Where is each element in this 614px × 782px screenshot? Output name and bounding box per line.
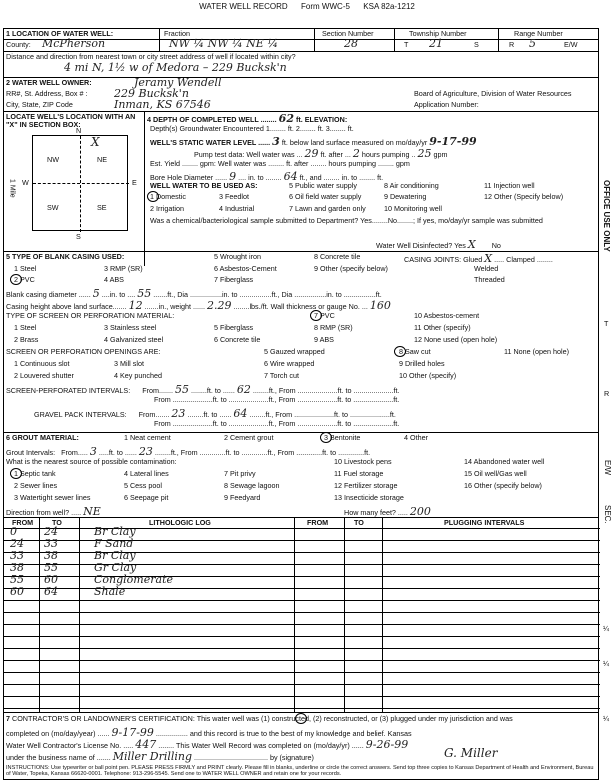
septic-circle	[10, 468, 22, 479]
casing-5[interactable]: 5 Wrought iron	[214, 252, 262, 261]
side-t: T	[604, 319, 609, 328]
opening-6[interactable]: 6 Wire wrapped	[264, 359, 315, 368]
use-4[interactable]: 4 Industrial	[219, 204, 255, 213]
grout-1[interactable]: 1 Neat cement	[124, 433, 171, 442]
nw-quadrant: NW	[47, 155, 59, 164]
blank-diameter-row: Blank casing diameter ...... 5 ....in. to .... 55 .......ft., Dia ................in. to ................ft., Dia ................in. to ................ft.	[6, 287, 382, 300]
contam-5[interactable]: 5 Cess pool	[124, 481, 162, 490]
contam-15[interactable]: 15 Oil well/Gas well	[464, 469, 527, 478]
screen-7[interactable]: 7 PVC	[314, 311, 335, 320]
contam-12[interactable]: 12 Fertilizer storage	[334, 481, 398, 490]
log-cell-from[interactable]: 33	[10, 549, 24, 562]
casing-7[interactable]: 7 Fiberglass	[214, 275, 254, 284]
joints-label: CASING JOINTS: Glued X ..... Clamped ........	[404, 252, 553, 265]
license-row: Water Well Contractor's License No. ..... 447 ........ This Water Well Record was completed on (mo/day/yr) ...... 9-26-99	[6, 738, 409, 751]
screen-intervals-row: SCREEN-PERFORATED INTERVALS: From....... 55 ........ft. to ...... 62 ........ft., From ....................ft. to ....................ft.	[6, 383, 400, 396]
instructions: INSTRUCTIONS: Use typewriter or ball point pen. PLEASE PRESS FIRMLY and PRINT clearly. Please fill in blanks, underline or circle the correct answers. Send top three copies to Kansas Department of Health and Environment, Bureau of Water, Topeka, Kansas 66620-0001. Telephone: 913-296-5545. Send one to WATER WELL OWNER and retain one for your records.	[6, 765, 594, 778]
log-rule	[4, 684, 600, 685]
form-frame: 1 LOCATION OF WATER WELL: Fraction Section Number Township Number Range Number County: McPherson NW ¼ NW ¼ NE ¼ 28 T 21 S R 5 E/W Distance and direction from nearest town or city street address of well if located within city? 4 mi N, 1½ w of Medora – 229 Bucksk'n 2 WATER WELL OWNER: Jeramy Wendell RR#, St. Address, Box # : 229 Bucksk'n Board of Agriculture, Division of Water Resources City, State, ZIP Code Inman, KS 67546 Application Number: LOCATE WELL'S LOCATION WITH AN "X" IN SECTION BOX: NW NE SW SE X N W E S 1 Mile 4 DEPTH OF COMPLETED WELL ........ 62 ft. ELEVATION: Depth(s) Groundwater Encountered 1........ ft. 2........ ft. 3........ ft. WELL'S STATIC WATER LEVEL ...... 3 ft. below land surface measured on mo/day/yr 9-17-99 Pump test data: Well water was ... 29 ft. after ... 2 hours pumping .. 25 gpm Est. Yield ........ gpm: Well water was ........ ft. after ........ hours pumping ........ gpm Bore Hole Diameter ...... 9 .... in. to ........ 64 ft., and ........ in. to ........ ft. WELL WATER TO BE USED AS: 1 Domestic 2 Irrigation 3 Feedlot 4 Industrial 5 Public water supply 6 Oil field water supply 7 Lawn and garden only 8 Air conditioning 9 Dewatering 10 Monitoring well 11 Injection well 12 Other (Specify below) Was a chemical/bacteriological sample submitted to Department? Yes........No........; If yes, mo/day/yr sample was submitted Water Well Disinfected? Yes X No 5 TYPE OF BLANK CASING USED: 1 Steel 2 PVC 3 RMP (SR) 4 ABS 5 Wrought iron 6 Asbestos-Cement 7 Fiberglass 8 Concrete tile 9 Other (specify below) CASING JOINTS: Glued X ..... Clamped ........ Welded Threaded Blank casing diameter ...... 5 ....in. to .... 55 .......ft., Dia ................in. to ................ft., Dia ................in. to ................ft. Casing height above land surface....... 12 .......in., weight ...... 2.29 ........lbs./ft. Wall thickness or gauge No. ... 160 TYPE OF SCREEN OR PERFORATION MATERIAL: 1 Steel 2 Brass 3 Stainless steel 4 Galvanized steel 5 Fiberglass 6 Concrete tile 7 PVC 8 RMP (SR) 9 ABS 10 Asbestos-cement 11 Other (specify) 12 None used (open hole) SCREEN OR PERFORATION OPENINGS ARE: 1 Continuous slot 2 Louvered shutter 3 Mill slot 4 Key punched 5 Gauzed wrapped 6 Wire wrapped 7 Torch cut 8 Saw cut 9 Drilled holes 10 Other (specify) 11 None (open hole) SCREEN-PERFORATED INTERVALS: From....... 55 ........ft. to ...... 62 ........ft., From ....................ft. to ....................ft. From ....................ft. to ....................ft., From ....................ft. to ....................ft. GRAVEL PACK INTERVALS: From....... 23 ........ft. to ...... 64 ........ft., From ....................ft. to ....................ft. From ....................ft. to ....................ft., From ....................ft. to ....................ft. 6 GROUT MATERIAL: 1 Neat cement 2 Cement grout 3 Bentonite 4 Other Grout Intervals: From..... 3 .....ft. to ...... 23 ........ft., From .............ft. to .............ft., From .............ft. to .............ft. What is the nearest source of possible contamination: 1 Septic tank 2 Sewer lines 3 Watertight sewer lines 4 Lateral lines 5 Cess pool 6 Seepage pit 7 Pit privy 8 Sewage lagoon 9 Feedyard 10 Livestock pens 11 Fuel storage 12 Fertilizer storage 13 Insecticide storage 14 Abandoned water well 15 Oil well/Gas well 16 Other (specify below) Direction from well? ..... NE How many feet? ..... 200 FROM TO LITHOLOGIC LOG FROM TO PLUGGING INTERVALS 0 24 Br Clay 24 33 F Sand 33 38 Br Clay 38 55 Gr Clay 55 60 Conglomerate 60 64 Shale 7 CONTRACTOR'S OR LANDOWNER'S CERTIFICATION: This water well was (1) constructed, (2) reconstructed, or (3) plugged under my jurisdiction and was completed on (mo/day/year) ...... 9-17-99 ................ and this record is true to the best of my knowledge and belief. Kansas Water Well Contractor's License No. ..... 447 ........ This Water Well Record was completed on (mo/day/yr) ...... 9-26-99 under the business name of ....... Miller Drilling ..................................... by (signature) G. Miller INSTRUCTIONS: Use typewriter or ball point pen. PLEASE PRESS FIRMLY and PRINT clearly. Please fill in blanks, underline or circle the correct answers. Send top three copies to Kansas Department of Health and Environment, Bureau of Water, Topeka, Kansas 66620-0001. Telephone: 913-296-5545. Send one to WATER WELL OWNER and retain one for your records.	[3, 28, 599, 780]
screen-11[interactable]: 11 Other (specify)	[414, 323, 471, 332]
application-label: Application Number:	[414, 100, 479, 109]
signature: G. Miller	[444, 746, 498, 760]
log-cell-desc[interactable]: Gr Clay	[94, 561, 137, 574]
log-cell-to[interactable]: 60	[44, 573, 58, 586]
screen-pvc-circle	[310, 310, 322, 321]
section6-label: 6 GROUT MATERIAL:	[6, 433, 79, 442]
bore-row: Bore Hole Diameter ...... 9 .... in. to ........ 64 ft., and ........ in. to ........ ft.	[150, 170, 384, 183]
opening-8[interactable]: 8 Saw cut	[399, 347, 431, 356]
casing-2[interactable]: 2 PVC	[14, 275, 35, 284]
bentonite-circle	[320, 432, 332, 443]
log-cell-from[interactable]: 60	[10, 585, 24, 598]
use-5[interactable]: 5 Public water supply	[289, 181, 357, 190]
city-label: City, State, ZIP Code	[6, 100, 73, 109]
casing-1[interactable]: 1 Steel	[14, 264, 37, 273]
side-sec: SEC.	[602, 505, 612, 524]
contam-16[interactable]: 16 Other (specify below)	[464, 481, 542, 490]
groundwater-label: Depth(s) Groundwater Encountered 1........ ft. 2........ ft. 3........ ft.	[150, 124, 354, 133]
log-rule	[4, 708, 600, 709]
city-value[interactable]: Inman, KS 67546	[114, 98, 211, 111]
sw-quadrant: SW	[47, 203, 59, 212]
log-cell-from[interactable]: 0	[10, 525, 17, 538]
opening-11[interactable]: 11 None (open hole)	[504, 347, 569, 356]
use-11[interactable]: 11 Injection well	[484, 181, 535, 190]
screen-8[interactable]: 8 RMP (SR)	[314, 323, 353, 332]
screen-12[interactable]: 12 None used (open hole)	[414, 335, 498, 344]
grout-4[interactable]: 4 Other	[404, 433, 428, 442]
plug-header-intervals: PLUGGING INTERVALS	[444, 518, 525, 527]
yield-row: Est. Yield ........ gpm: Well water was ........ ft. after ........ hours pumping ........ gpm	[150, 159, 410, 168]
side-r: R	[604, 389, 610, 398]
county-label: County:	[6, 40, 31, 49]
howmany-row: How many feet? ..... 200	[344, 505, 431, 518]
contam-2[interactable]: 2 Sewer lines	[14, 481, 58, 490]
address-label: RR#, St. Address, Box # :	[6, 89, 88, 98]
section1-label: 1 LOCATION OF WATER WELL:	[6, 29, 114, 38]
pump-test-row: Pump test data: Well water was ... 29 ft. after ... 2 hours pumping .. 25 gpm	[194, 147, 448, 160]
contam-9[interactable]: 9 Feedyard	[224, 493, 261, 502]
opening-1[interactable]: 1 Continuous slot	[14, 359, 70, 368]
log-cell-desc[interactable]: Conglomerate	[94, 573, 173, 586]
side-q3: ¼	[603, 714, 609, 723]
casing-3[interactable]: 3 RMP (SR)	[104, 264, 143, 273]
plug-header-to: TO	[354, 518, 364, 527]
disinfected-row: Water Well Disinfected? Yes X No	[376, 238, 501, 251]
plug-header-from: FROM	[307, 518, 329, 527]
section7-label: 7 CONTRACTOR'S OR LANDOWNER'S CERTIFICATION: This water well was (1) constructed, (2) reconstructed, or (3) plugged under my jurisdiction and was	[6, 714, 513, 723]
grout-intervals-row: Grout Intervals: From..... 3 .....ft. to ...... 23 ........ft., From .............ft. to .............ft., From .............ft. to .............ft.	[6, 445, 371, 458]
use-label: WELL WATER TO BE USED AS:	[150, 181, 258, 190]
form-number: Form WWC-5	[301, 2, 350, 11]
log-header-lithologic: LITHOLOGIC LOG	[149, 518, 211, 527]
contam-13[interactable]: 13 Insecticide storage	[334, 493, 404, 502]
screen-10[interactable]: 10 Asbestos-cement	[414, 311, 480, 320]
form-title: WATER WELL RECORD	[199, 2, 288, 11]
use-12[interactable]: 12 Other (Specify below)	[484, 192, 564, 201]
log-cell-desc[interactable]: Br Clay	[94, 549, 136, 562]
township-value[interactable]: 21	[429, 37, 443, 50]
screen-2[interactable]: 2 Brass	[14, 335, 39, 344]
log-rule	[4, 612, 600, 613]
mile-label: 1 Mile	[8, 179, 16, 198]
saw-cut-circle	[394, 346, 406, 357]
location-mark-x: X	[91, 135, 100, 149]
opening-10[interactable]: 10 Other (specify)	[399, 371, 457, 380]
completed-row: completed on (mo/day/year) ...... 9-17-99 ................ and this record is true to the best of my knowledge and belief. Kansas	[6, 726, 412, 739]
log-cell-desc[interactable]: Shale	[94, 585, 126, 598]
use-2[interactable]: 2 Irrigation	[150, 204, 184, 213]
contam-4[interactable]: 4 Lateral lines	[124, 469, 169, 478]
ne-quadrant: NE	[97, 155, 107, 164]
screen-label: TYPE OF SCREEN OR PERFORATION MATERIAL:	[6, 311, 175, 320]
owner-value[interactable]: Jeramy Wendell	[134, 76, 222, 89]
bact-row: Was a chemical/bacteriological sample submitted to Department? Yes........No........; If yes, mo/day/yr sample was submitted	[150, 216, 543, 225]
side-ew: E/W	[602, 460, 612, 476]
office-use-label: OFFICE USE ONLY	[601, 180, 611, 252]
static-level-label: WELL'S STATIC WATER LEVEL ...... 3 ft. below land surface measured on mo/day/yr 9-17-99	[150, 135, 477, 148]
section4-label: 4 DEPTH OF COMPLETED WELL ........ 62 ft. ELEVATION:	[147, 112, 348, 125]
distance-label: Distance and direction from nearest town or city street address of well if located within city?	[6, 52, 296, 61]
log-cell-to[interactable]: 38	[44, 549, 58, 562]
log-cell-to[interactable]: 33	[44, 537, 58, 550]
log-cell-from[interactable]: 55	[10, 573, 24, 586]
side-q2: ¼	[603, 659, 609, 668]
grout-2[interactable]: 2 Cement grout	[224, 433, 274, 442]
range-value[interactable]: 5	[529, 37, 536, 50]
use-7[interactable]: 7 Lawn and garden only	[289, 204, 366, 213]
address-value[interactable]: 229 Bucksk'n	[114, 87, 189, 100]
lithologic-log-table	[4, 517, 600, 712]
section-box[interactable]	[32, 135, 128, 231]
ksa-reference: KSA 82a-1212	[363, 2, 415, 11]
direction-row: Direction from well? ..... NE	[6, 505, 101, 518]
log-header-from: FROM	[12, 518, 34, 527]
grout-3[interactable]: 3 Bentonite	[324, 433, 361, 442]
opening-3[interactable]: 3 Mill slot	[114, 359, 144, 368]
log-cell-from[interactable]: 24	[10, 537, 24, 550]
side-q1: ¼	[603, 624, 609, 633]
opening-4[interactable]: 4 Key punched	[114, 371, 162, 380]
form-header	[0, 3, 614, 12]
log-rule	[4, 660, 600, 661]
use-1[interactable]: 1 Domestic	[150, 192, 186, 201]
depth-value: 62	[278, 112, 294, 125]
use-3[interactable]: 3 Feedlot	[219, 192, 249, 201]
use-10[interactable]: 10 Monitoring well	[384, 204, 442, 213]
section-number-label: Section Number	[322, 29, 374, 38]
contam-3[interactable]: 3 Watertight sewer lines	[14, 493, 91, 502]
contam-8[interactable]: 8 Sewage lagoon	[224, 481, 280, 490]
distance-value[interactable]: 4 mi N, 1½ w of Medora – 229 Bucksk'n	[64, 61, 287, 74]
contam-7[interactable]: 7 Pit privy	[224, 469, 256, 478]
openings-label: SCREEN OR PERFORATION OPENINGS ARE:	[6, 347, 161, 356]
threaded-label: Threaded	[474, 275, 505, 284]
constructed-circle	[295, 713, 307, 724]
contam-1[interactable]: 1 Septic tank	[14, 469, 56, 478]
log-cell-desc[interactable]: Br Clay	[94, 525, 136, 538]
screen-4[interactable]: 4 Galvanized steel	[104, 335, 164, 344]
casing-8[interactable]: 8 Concrete tile	[314, 252, 361, 261]
county-value[interactable]: McPherson	[42, 37, 106, 50]
casing-4[interactable]: 4 ABS	[104, 275, 124, 284]
business-row: under the business name of ....... Miller Drilling ..................................... by (signature)	[6, 750, 314, 763]
log-rule	[4, 624, 600, 625]
log-rule	[4, 696, 600, 697]
fraction-value[interactable]: NW ¼ NW ¼ NE ¼	[169, 37, 278, 50]
use-8[interactable]: 8 Air conditioning	[384, 181, 439, 190]
screen-6[interactable]: 6 Concrete tile	[214, 335, 261, 344]
fraction-label: Fraction	[164, 29, 190, 38]
height-row: Casing height above land surface....... 12 .......in., weight ...... 2.29 ........lbs./ft. Wall thickness or gauge No. ... 160	[6, 299, 391, 312]
casing-6[interactable]: 6 Asbestos-Cement	[214, 264, 277, 273]
section3-label: LOCATE WELL'S LOCATION WITH AN "X" IN SECTION BOX:	[6, 112, 136, 129]
log-cell-to[interactable]: 24	[44, 525, 58, 538]
se-quadrant: SE	[97, 203, 107, 212]
contam-14[interactable]: 14 Abandoned water well	[464, 457, 545, 466]
pvc-circle	[10, 274, 22, 285]
contam-11[interactable]: 11 Fuel storage	[334, 469, 384, 478]
log-cell-to[interactable]: 64	[44, 585, 58, 598]
log-cell-to[interactable]: 55	[44, 561, 58, 574]
log-rule	[4, 636, 600, 637]
opening-7[interactable]: 7 Torch cut	[264, 371, 300, 380]
log-header-to: TO	[52, 518, 62, 527]
screen-9[interactable]: 9 ABS	[314, 335, 334, 344]
screen-3[interactable]: 3 Stainless steel	[104, 323, 157, 332]
use-9[interactable]: 9 Dewatering	[384, 192, 427, 201]
log-cell-desc[interactable]: F Sand	[94, 537, 134, 550]
screen-1[interactable]: 1 Steel	[14, 323, 37, 332]
log-rule	[4, 600, 600, 601]
township-label: Township Number	[409, 29, 467, 38]
opening-9[interactable]: 9 Drilled holes	[399, 359, 445, 368]
use-6[interactable]: 6 Oil field water supply	[289, 192, 362, 201]
board-label: Board of Agriculture, Division of Water Resources	[414, 89, 572, 98]
log-cell-from[interactable]: 38	[10, 561, 24, 574]
domestic-circle	[147, 191, 159, 202]
section2-label: 2 WATER WELL OWNER:	[6, 78, 92, 87]
section5-label: 5 TYPE OF BLANK CASING USED:	[6, 252, 125, 261]
log-rule	[4, 648, 600, 649]
casing-9[interactable]: 9 Other (specify below)	[314, 264, 388, 273]
contam-10[interactable]: 10 Livestock pens	[334, 457, 392, 466]
log-rule	[4, 672, 600, 673]
range-label: Range Number	[514, 29, 563, 38]
contam-6[interactable]: 6 Seepage pit	[124, 493, 169, 502]
contam-label: What is the nearest source of possible contamination:	[6, 457, 177, 466]
screen-5[interactable]: 5 Fiberglass	[214, 323, 254, 332]
opening-5[interactable]: 5 Gauzed wrapped	[264, 347, 325, 356]
opening-2[interactable]: 2 Louvered shutter	[14, 371, 74, 380]
gravel-intervals-row: GRAVEL PACK INTERVALS: From....... 23 ........ft. to ...... 64 ........ft., From ....................ft. to ....................ft.	[34, 407, 396, 420]
welded-label: Welded	[474, 264, 499, 273]
section-number-value[interactable]: 28	[344, 37, 358, 50]
